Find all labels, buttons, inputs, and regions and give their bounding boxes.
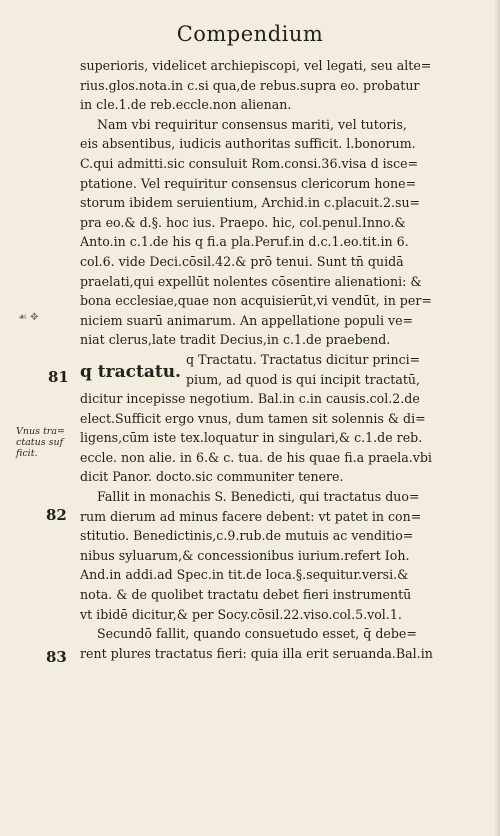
text-line: nibus syluarum,& concessionibus iurium.refert Ioh. <box>80 547 410 563</box>
text-line: praelati,qui expellūt nolentes cōsentire alienationi: & <box>80 273 422 289</box>
text-line: dicitur incepisse negotium. Bal.in c.in causis.col.2.de <box>80 391 420 407</box>
text-line: dicit Panor. docto.sic communiter tenere. <box>80 469 344 485</box>
text-line: vt ibidē dicitur,& per Socy.cōsil.22.viso.col.5.vol.1. <box>80 606 402 622</box>
text-line: ligens,cūm iste tex.loquatur in singulari,& c.1.de reb. <box>80 430 423 446</box>
section-number-81: 81 <box>48 368 69 386</box>
text-line: Fallit in monachis S. Benedicti, qui tractatus duo= <box>97 489 420 505</box>
text-line: Nam vbi requiritur consensus mariti, vel tutoris, <box>97 116 407 132</box>
text-line: in cle.1.de reb.eccle.non alienan. <box>80 97 292 113</box>
text-line: niciem suarū animarum. An appellatione populi ve= <box>80 312 414 328</box>
margin-note-line: ficit. <box>16 448 38 459</box>
section-number-83: 83 <box>46 648 67 666</box>
text-line: rent plures tractatus fieri: quia illa erit seruanda.Bal.in <box>80 645 433 661</box>
text-line: Anto.in c.1.de his q fi.a pla.Peruf.in d.c.1.eo.tit.in 6. <box>80 234 409 250</box>
margin-mark: ☙ ✥ <box>18 312 39 323</box>
text-line: rum dierum ad minus facere debent: vt patet in con= <box>80 508 422 524</box>
margin-note-line: Vnus tra= <box>16 426 65 437</box>
margin-note-line: ctatus suf <box>16 437 64 448</box>
text-line: Secundō fallit, quando consuetudo esset, q̄ debe= <box>97 626 417 642</box>
text-line: bona ecclesiae,quae non acquisierūt,vi vendūt, in per= <box>80 293 432 309</box>
running-header: Compendium <box>176 22 324 46</box>
text-line: pium, ad quod is qui incipit tractatū, <box>186 371 420 387</box>
body-text <box>80 56 458 663</box>
text-line: And.in addi.ad Spec.in tit.de loca.§.sequitur.versi.& <box>80 567 409 583</box>
text-line: rius.glos.nota.in c.si qua,de rebus.supra eo. probatur <box>80 77 420 93</box>
page-edge-shadow <box>494 0 500 836</box>
section-title: q tractatu. <box>80 362 181 382</box>
text-line: col.6. vide Deci.cōsil.42.& prō tenui. Sunt tn̄ quidā <box>80 253 404 269</box>
text-line: stitutio. Benedictinis,c.9.rub.de mutuis ac venditio= <box>80 528 414 544</box>
text-line: eccle. non alie. in 6.& c. tua. de his quae fi.a praela.vbi <box>80 449 432 465</box>
text-line: superioris, videlicet archiepiscopi, vel legati, seu alte= <box>80 58 432 73</box>
text-line: C.qui admitti.sic consuluit Rom.consi.36.visa d isce= <box>80 155 419 171</box>
margin-note <box>16 426 65 459</box>
text-line: nota. & de quolibet tractatu debet fieri instrumentū <box>80 587 412 603</box>
text-line: storum ibidem seruientium, Archid.in c.placuit.2.su= <box>80 195 421 211</box>
text-line: niat clerus,late tradit Decius,in c.1.de praebend. <box>80 332 391 348</box>
text-line: eis absentibus, iudicis authoritas sufficit. l.bonorum. <box>80 136 416 152</box>
text-line: pra eo.& d.§. hoc ius. Praepo. hic, col.penul.Inno.& <box>80 214 406 230</box>
section-number-82: 82 <box>46 506 67 524</box>
text-line: elect.Sufficit ergo vnus, dum tamen sit solennis & di= <box>80 410 426 426</box>
text-line: ptatione. Vel requiritur consensus clericorum hone= <box>80 175 417 191</box>
text-line: q Tractatu. Tractatus dicitur princi= <box>186 351 421 367</box>
